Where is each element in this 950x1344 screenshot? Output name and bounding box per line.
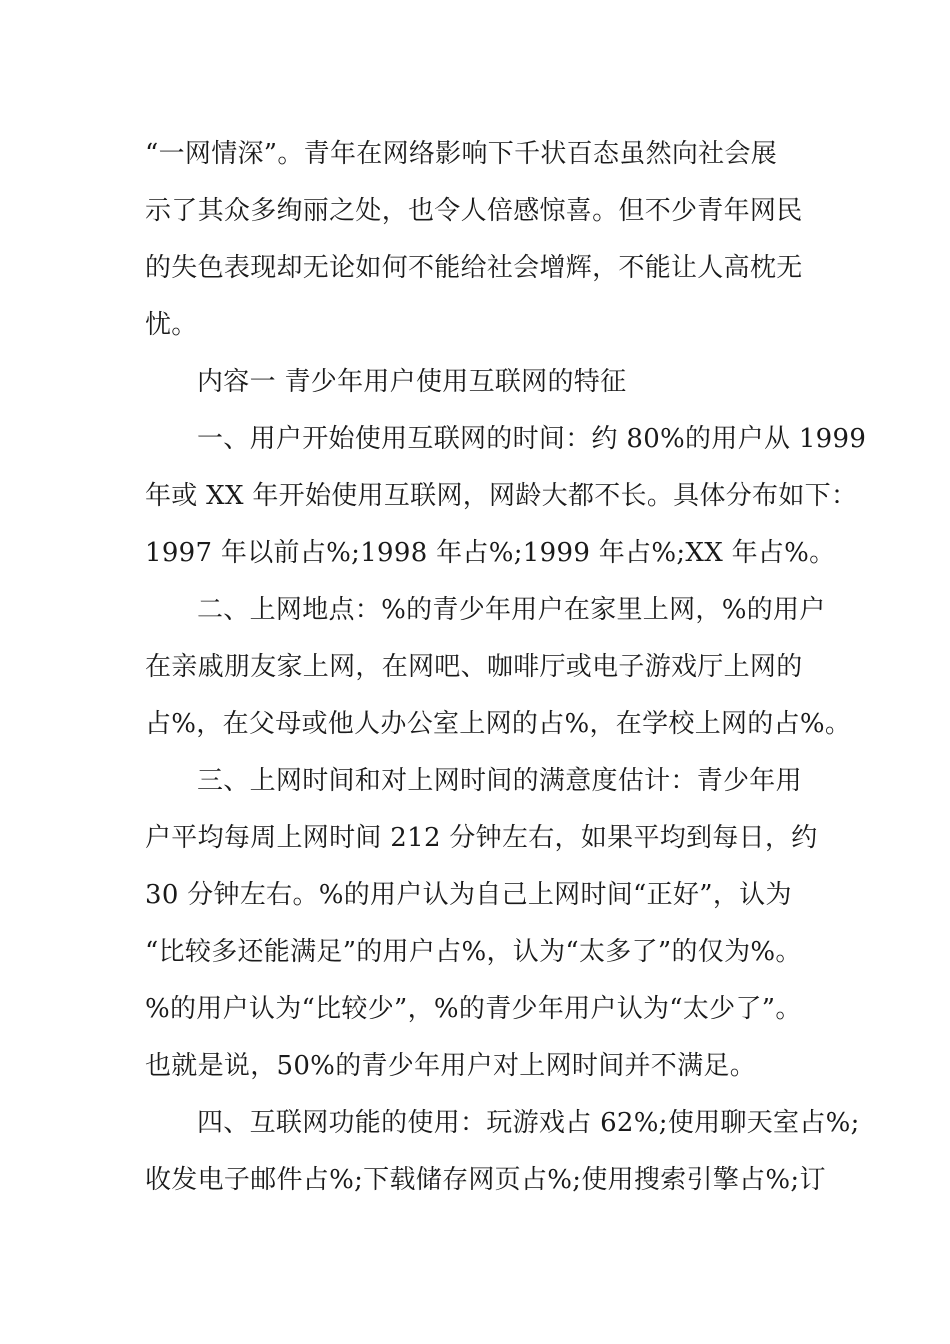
- paragraph-line: 在亲戚朋友家上网，在网吧、咖啡厅或电子游戏厅上网的: [145, 652, 803, 682]
- paragraph-line: 年或 XX 年开始使用互联网，网龄大都不长。具体分布如下：: [145, 481, 858, 511]
- paragraph-line: 收发电子邮件占%;下载储存网页占%;使用搜索引擎占%;订: [145, 1165, 826, 1195]
- paragraph-line: “一网情深”。青年在网络影响下千状百态虽然向社会展: [145, 139, 778, 169]
- paragraph-line: 三、上网时间和对上网时间的满意度估计：青少年用: [197, 766, 802, 796]
- paragraph-line: 忧。: [145, 310, 198, 340]
- paragraph-line: 二、上网地点：%的青少年用户在家里上网，%的用户: [197, 595, 826, 625]
- paragraph-line: 的失色表现却无论如何不能给社会增辉，不能让人高枕无: [145, 253, 803, 283]
- paragraph-line: 1997 年以前占%;1998 年占%;1999 年占%;XX 年占%。: [145, 538, 836, 568]
- paragraph-line: 占%，在父母或他人办公室上网的占%，在学校上网的占%。: [145, 709, 852, 739]
- paragraph-line: %的用户认为“比较少”，%的青少年用户认为“太少了”。: [145, 994, 802, 1024]
- section-heading: 内容一 青少年用户使用互联网的特征: [197, 367, 627, 397]
- paragraph-line: 30 分钟左右。%的用户认为自己上网时间“正好”，认为: [145, 880, 792, 910]
- paragraph-line: 一、用户开始使用互联网的时间：约 80%的用户从 1999: [197, 424, 867, 454]
- paragraph-line: 示了其众多绚丽之处，也令人倍感惊喜。但不少青年网民: [145, 196, 803, 226]
- paragraph-line: “比较多还能满足”的用户占%，认为“太多了”的仅为%。: [145, 937, 802, 967]
- paragraph-line: 也就是说，50%的青少年用户对上网时间并不满足。: [145, 1051, 756, 1081]
- paragraph-line: 户平均每周上网时间 212 分钟左右，如果平均到每日，约: [145, 823, 818, 853]
- paragraph-line: 四、互联网功能的使用：玩游戏占 62%;使用聊天室占%;: [197, 1108, 860, 1138]
